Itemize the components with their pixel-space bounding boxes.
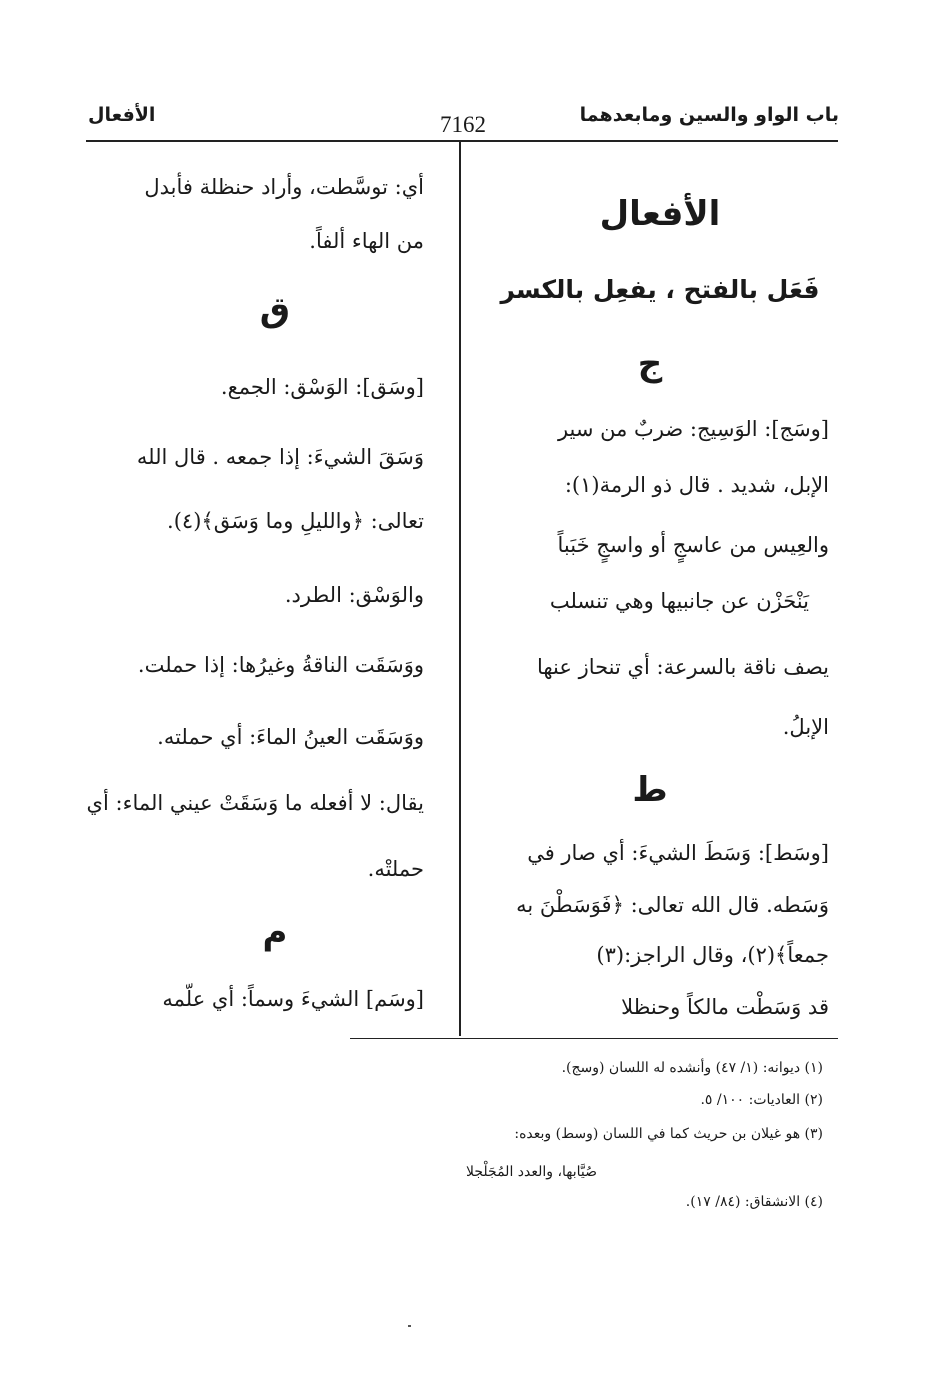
text-line: [وسَط]: وَسَطَ الشيءَ: أي صار في — [527, 841, 829, 865]
text-line: جمعاً﴾(٢)، وقال الراجز:(٣) — [596, 943, 829, 967]
text-line: [وسَم] الشيءَ وسماً: أي علّمه — [162, 987, 424, 1011]
footnote: (٣) هو غيلان بن حريث كما في اللسان (وسط) وبعده: — [514, 1126, 823, 1142]
text-line: والوَسْق: الطرد. — [284, 583, 424, 607]
letter-heading-ta: ط — [632, 770, 668, 810]
header-rule — [86, 140, 838, 142]
text-line: حملتْه. — [367, 857, 424, 881]
text-line: [وسَج]: الوَسِيج: ضربٌ من سير — [557, 417, 829, 441]
letter-heading-qaf: ق — [259, 290, 291, 330]
footnote-verse: صُيَّابها، والعدد المُجَلْجلا — [466, 1164, 597, 1180]
running-head-section: الأفعال — [88, 104, 156, 126]
text-line: يقال: لا أفعله ما وَسَقَتْ عيني الماء: أي — [86, 791, 424, 815]
text-line: ووَسَقَت العينُ الماءَ: أي حملته. — [157, 725, 424, 749]
section-subtitle: فَعَل بالفتح ، يفعِل بالكسر — [500, 275, 820, 304]
letter-heading-mim: م — [262, 912, 288, 952]
text-line: من الهاء ألفاً. — [309, 229, 424, 253]
footnote: (٢) العاديات: ١٠٠/ ٥. — [700, 1092, 823, 1108]
print-speck — [408, 1325, 411, 1327]
verse-line: يَنْحَزْن عن جانبيها وهي تنسلب — [549, 589, 809, 613]
page-number: 7162 — [440, 112, 486, 137]
text-line: ووَسَقَت الناقةُ وغيرُها: إذا حملت. — [137, 653, 424, 677]
text-line: تعالى: ﴿والليلِ وما وَسَق﴾(٤). — [167, 509, 424, 533]
column-divider — [459, 141, 461, 1036]
footnote: (٤) الانشقاق: (٨٤/ ١٧). — [685, 1194, 823, 1210]
text-line: وَسَقَ الشيءَ: إذا جمعه . قال الله — [136, 445, 424, 469]
text-line: الإبلُ. — [782, 715, 829, 739]
text-line: وَسَطه. قال الله تعالى: ﴿فَوَسَطْنَ به — [516, 893, 829, 917]
letter-heading-jim: ج — [637, 344, 663, 384]
text-line: الإبل، شديد . قال ذو الرمة(١): — [564, 473, 829, 497]
verse-line: قد وَسَطْت مالكاً وحنظلا — [621, 995, 829, 1019]
footnote: (١) ديوانه: (١/ ٤٧) وأنشده له اللسان (وسج). — [561, 1060, 823, 1076]
text-line: يصف ناقة بالسرعة: أي تنحاز عنها — [536, 655, 829, 679]
running-head-chapter: باب الواو والسين ومابعدهما — [579, 104, 839, 126]
text-line: [وسَق]: الوَسْق: الجمع. — [220, 375, 424, 399]
text-line: أي: توسَّطت، وأراد حنظلة فأبدل — [144, 175, 424, 199]
section-title: الأفعال — [599, 194, 721, 234]
footnote-rule — [350, 1038, 838, 1039]
verse-line: والعِيس من عاسجٍ أو واسجٍ خَبَباً — [557, 533, 829, 557]
